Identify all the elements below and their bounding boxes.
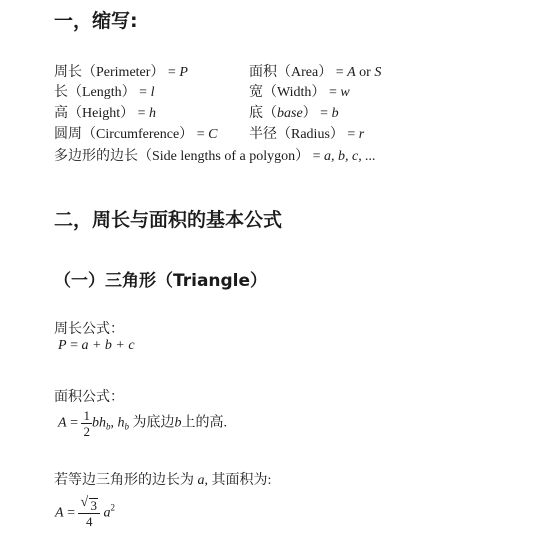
abbr-row-circumference: 圆周（Circumference） = C <box>54 127 218 142</box>
equilateral-label: 若等边三角形的边长为 a, 其面积为: <box>54 473 272 488</box>
abbr-symbol-alt: S <box>374 65 382 80</box>
abbr-label: 圆周（Circumference） <box>54 127 194 142</box>
area-fraction: $\frac{1}{2}$ <box>83 408 90 439</box>
sqrt-symbol: √ 3 <box>80 495 97 513</box>
abbr-label: 面积（Area） <box>249 65 333 80</box>
perimeter-formula-label: 周长公式： <box>54 322 124 337</box>
abbr-symbol: b <box>331 106 339 121</box>
abbr-label: 高（Height） <box>54 106 135 121</box>
abbr-row-length: 长（Length） = l <box>54 85 155 100</box>
area-formula: A = $\frac{1}{2}$ $bh_b$, $h_b$ 为底边b上的高. <box>58 408 227 439</box>
abbr-row-base: 底（base） = b <box>249 106 339 121</box>
equilateral-fraction: √ 3 4 <box>78 498 100 529</box>
abbr-label: 多边形的边长（Side lengths of a polygon） <box>54 149 310 164</box>
abbr-label: 半径（Radius） <box>249 127 344 142</box>
abbr-row-radius: 半径（Radius） = r <box>249 127 365 142</box>
abbr-symbol: a, b, c, ... <box>324 149 376 164</box>
abbr-label: 底（ <box>249 106 277 121</box>
abbr-symbol: C <box>208 127 218 142</box>
abbr-label: 宽（Width） <box>249 85 326 100</box>
abbr-symbol: h <box>149 106 157 121</box>
abbr-symbol: w <box>340 85 350 100</box>
equilateral-area-formula: A = √ 3 4 $a^2$ <box>55 495 115 529</box>
area-formula-label: 面积公式： <box>54 390 124 405</box>
section-1-title: 一，缩写: <box>54 10 138 32</box>
abbr-label: 周长（Perimeter） <box>54 65 165 80</box>
abbr-label: 长（Length） <box>54 85 136 100</box>
abbr-row-polygon: 多边形的边长（Side lengths of a polygon） = a, b, c, ... <box>54 149 376 164</box>
perimeter-formula: P = a + b + c <box>58 338 135 353</box>
abbr-row-area: 面积（Area） = A or S <box>249 65 382 80</box>
abbr-row-width: 宽（Width） = w <box>249 85 350 100</box>
abbr-symbol: l <box>150 85 155 100</box>
abbr-row-perimeter: 周长（Perimeter） = P <box>54 65 188 80</box>
abbr-symbol: A <box>347 65 356 80</box>
section-2-title: 二，周长与面积的基本公式 <box>54 209 283 231</box>
abbr-symbol: P <box>179 65 188 80</box>
abbr-symbol: r <box>358 127 365 142</box>
abbr-row-height: 高（Height） = h <box>54 106 157 121</box>
triangle-heading: （一）三角形（Triangle） <box>54 271 268 291</box>
